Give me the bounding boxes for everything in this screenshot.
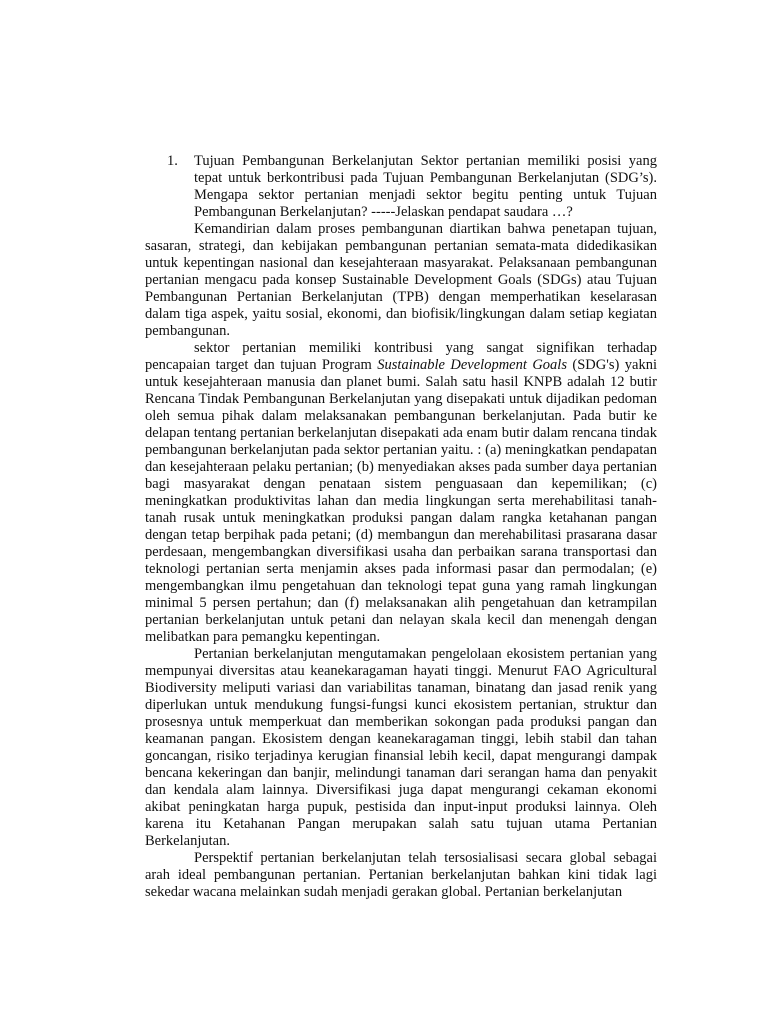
question-item — [145, 153, 657, 221]
question-text: Tujuan Pembangunan Berkelanjutan Sektor pertanian memiliki posisi yang tepat untuk berkontribusi pada Tujuan Pembangunan Berkelanjutan (SDG’s). Mengapa sektor pertanian menjadi sektor begitu penting untuk Tujuan Pembangunan Berkelanjutan? -----Jelaskan pendapat saudara …? — [194, 153, 657, 220]
paragraph-text: sektor pertanian memiliki kontribusi yang sangat signifikan terhadap pencapaian target dan tujuan Program — [145, 340, 657, 373]
paragraph-italic-term: Sustainable Development Goals — [377, 357, 567, 373]
paragraph-sektor-pertanian — [145, 340, 657, 646]
paragraph-text: (SDG's) yakni untuk kesejahteraan manusia dan planet bumi. Salah satu hasil KNPB adalah 12 butir Rencana Tindak Pembangunan Berkelanjutan yang disepakati untuk dijadikan pedoman oleh semua pihak dalam melaksanakan pembangunan berkelanjutan. Pada butir ke delapan tentang pertanian berkelanjutan disepakati ada enam butir dalam rencana tindak pembangunan berkelanjutan pada sektor pertanian yaitu. : (a) meningkatkan pendapatan dan kesejahteraan pelaku pertanian; (b) menyediakan akses pada sumber daya pertanian bagi masyarakat dengan penataan sistem penguasaan dan kepemilikan; (c) meningkatkan produktivitas lahan dan media lingkungan serta merehabilitasi tanah-tanah rusak untuk meningkatkan produksi pangan dalam rangka ketahanan pangan dengan tetap berpihak pada petani; (d) membangun dan merehabilitasi prasarana dasar perdesaan, mengembangkan diversifikasi usaha dan perbaikan sarana transportasi dan teknologi pertanian serta menjamin akses pada informasi pasar dan permodalan; (e) mengembangkan ilmu pengetahuan dan teknologi tepat guna yang ramah lingkungan minimal 5 persen pertahun; dan (f) melaksanakan alih pengetahuan dan ketrampilan pertanian berkelanjutan untuk petani dan nelayan skala kecil dan menengah dengan melibatkan para pemangku kepentingan. — [145, 357, 657, 645]
paragraph-biodiversity: Pertanian berkelanjutan mengutamakan pengelolaan ekosistem pertanian yang mempunyai diversitas atau keanekaragaman hayati tinggi. Menurut FAO Agricultural Biodiversity meliputi variasi dan variabilitas tanaman, binatang dan jasad renik yang diperlukan untuk mendukung fungsi-fungsi kunci ekosistem pertanian, struktur dan prosesnya untuk memperkuat dan memberikan sokongan pada produksi pangan dan keamanan pangan. Ekosistem dengan keanekaragaman tinggi, lebih stabil dan tahan goncangan, risiko terjadinya kerugian finansial lebih kecil, dapat mengurangi dampak bencana kekeringan dan banjir, melindungi tanaman dari serangan hama dan penyakit dan kendala alam lainnya. Diversifikasi juga dapat mengurangi cekaman ekonomi akibat peningkatan harga pupuk, pestisida dan input-input produksi lainnya. Oleh karena itu Ketahanan Pangan merupakan salah satu tujuan utama Pertanian Berkelanjutan. — [145, 646, 657, 849]
question-number: 1. — [167, 153, 178, 169]
document-body — [145, 153, 657, 901]
paragraph-kemandirian: Kemandirian dalam proses pembangunan diartikan bahwa penetapan tujuan, sasaran, strategi, dan kebijakan pembangunan pertanian semata-mata didedikasikan untuk kepentingan nasional dan kesejahteraan masyarakat. Pelaksanaan pembangunan pertanian mengacu pada konsep Sustainable Development Goals (SDGs) atau Tujuan Pembangunan Pertanian Berkelanjutan (TPB) dengan memperhatikan keselarasan dalam tiga aspek, yaitu sosial, ekonomi, dan biofisik/lingkungan dalam setiap kegiatan pembangunan. — [145, 221, 657, 339]
paragraph-perspektif: Perspektif pertanian berkelanjutan telah tersosialisasi secara global sebagai arah ideal pembangunan pertanian. Pertanian berkelanjutan bahkan kini tidak lagi sekedar wacana melainkan sudah menjadi gerakan global. Pertanian berkelanjutan — [145, 850, 657, 900]
